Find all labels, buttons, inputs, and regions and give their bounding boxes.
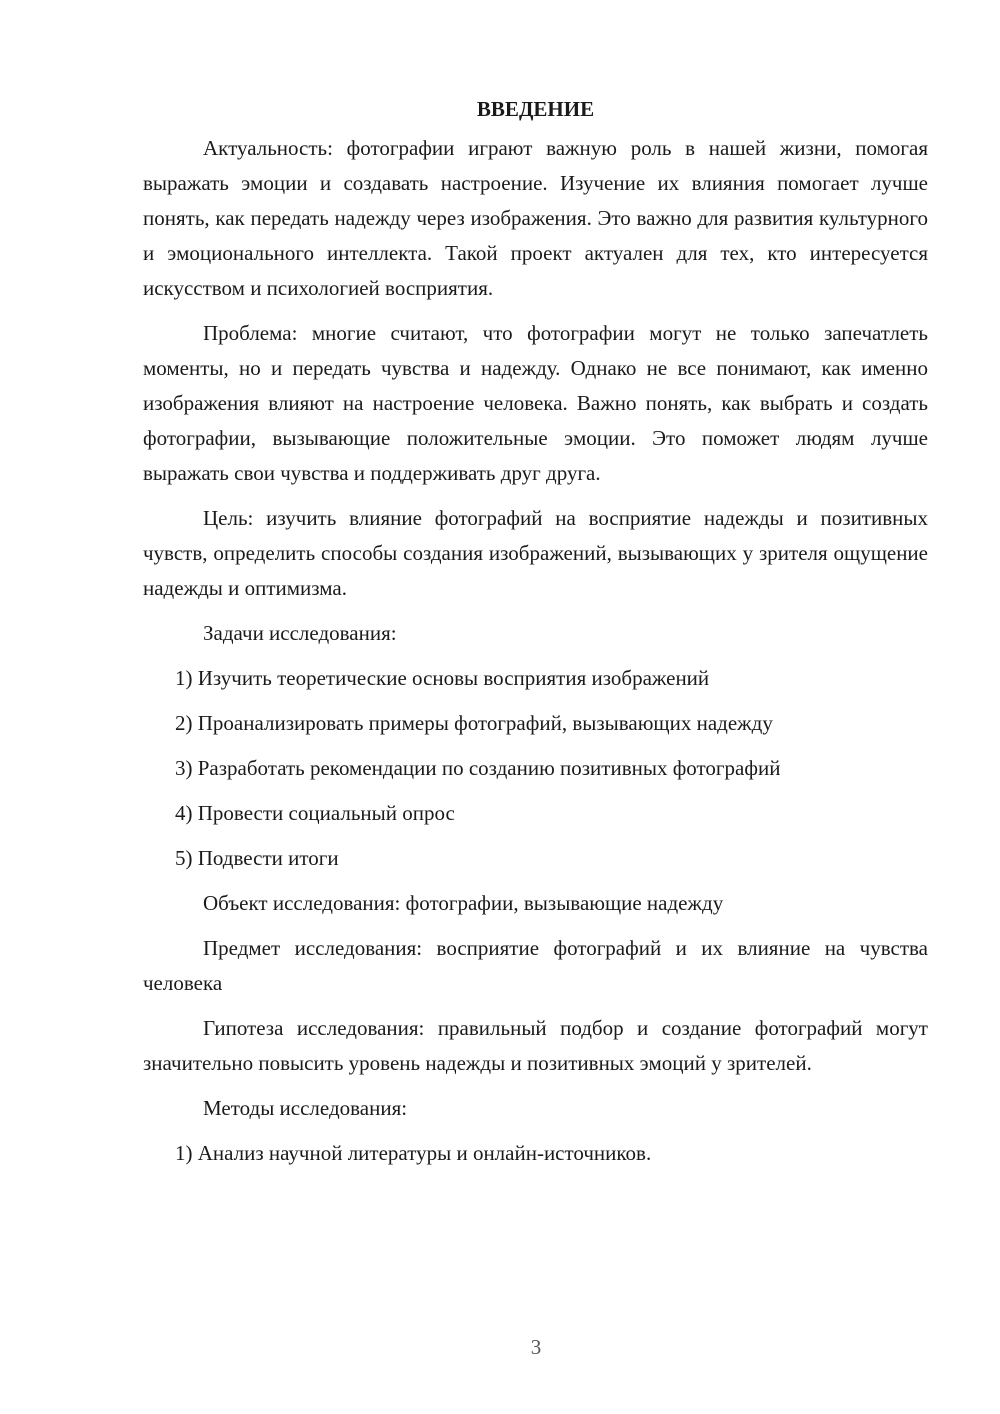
list-item: 2) Проанализировать примеры фотографий, вызывающих надежду [175, 711, 773, 735]
tasks-list [143, 661, 928, 876]
methods-heading: Методы исследования: [203, 1096, 408, 1120]
paragraph-object: Объект исследования: фотографии, вызывающие надежду [203, 891, 724, 915]
page-number: 3 [530, 1335, 542, 1359]
list-item: 5) Подвести итоги [175, 846, 339, 870]
paragraph-relevance: Актуальность: фотографии играют важную роль в нашей жизни, помогая выражать эмоции и создавать настроение. Изучение их влияния помогает лучше понять, как передать надежду через изображения. Это важно для развития культурного и эмоционального интеллекта. Такой проект актуален для тех, кто интересуется искусством и психологией восприятия. [143, 136, 928, 300]
paragraph-subject: Предмет исследования: восприятие фотографий и их влияние на чувства человека [143, 936, 928, 995]
list-item: 1) Анализ научной литературы и онлайн-источников. [175, 1141, 652, 1165]
document-page [143, 94, 928, 1181]
paragraph-problem: Проблема: многие считают, что фотографии могут не только запечатлеть моменты, но и передать чувства и надежду. Однако не все понимают, как именно изображения влияют на настроение человека. Важно понять, как выбрать и создать фотографии, вызывающие положительные эмоции. Это поможет людям лучше выражать свои чувства и поддерживать друг друга. [143, 321, 928, 485]
paragraph-hypothesis: Гипотеза исследования: правильный подбор и создание фотографий могут значительно повысить уровень надежды и позитивных эмоций у зрителей. [143, 1016, 928, 1075]
tasks-heading: Задачи исследования: [203, 621, 397, 645]
list-item: 1) Изучить теоретические основы восприятия изображений [175, 666, 710, 690]
paragraph-goal: Цель: изучить влияние фотографий на восприятие надежды и позитивных чувств, определить способы создания изображений, вызывающих у зрителя ощущение надежды и оптимизма. [143, 506, 928, 600]
list-item: 4) Провести социальный опрос [175, 801, 455, 825]
list-item: 3) Разработать рекомендации по созданию позитивных фотографий [175, 756, 781, 780]
methods-list [143, 1136, 928, 1171]
page-title: ВВЕДЕНИЕ [476, 97, 595, 121]
